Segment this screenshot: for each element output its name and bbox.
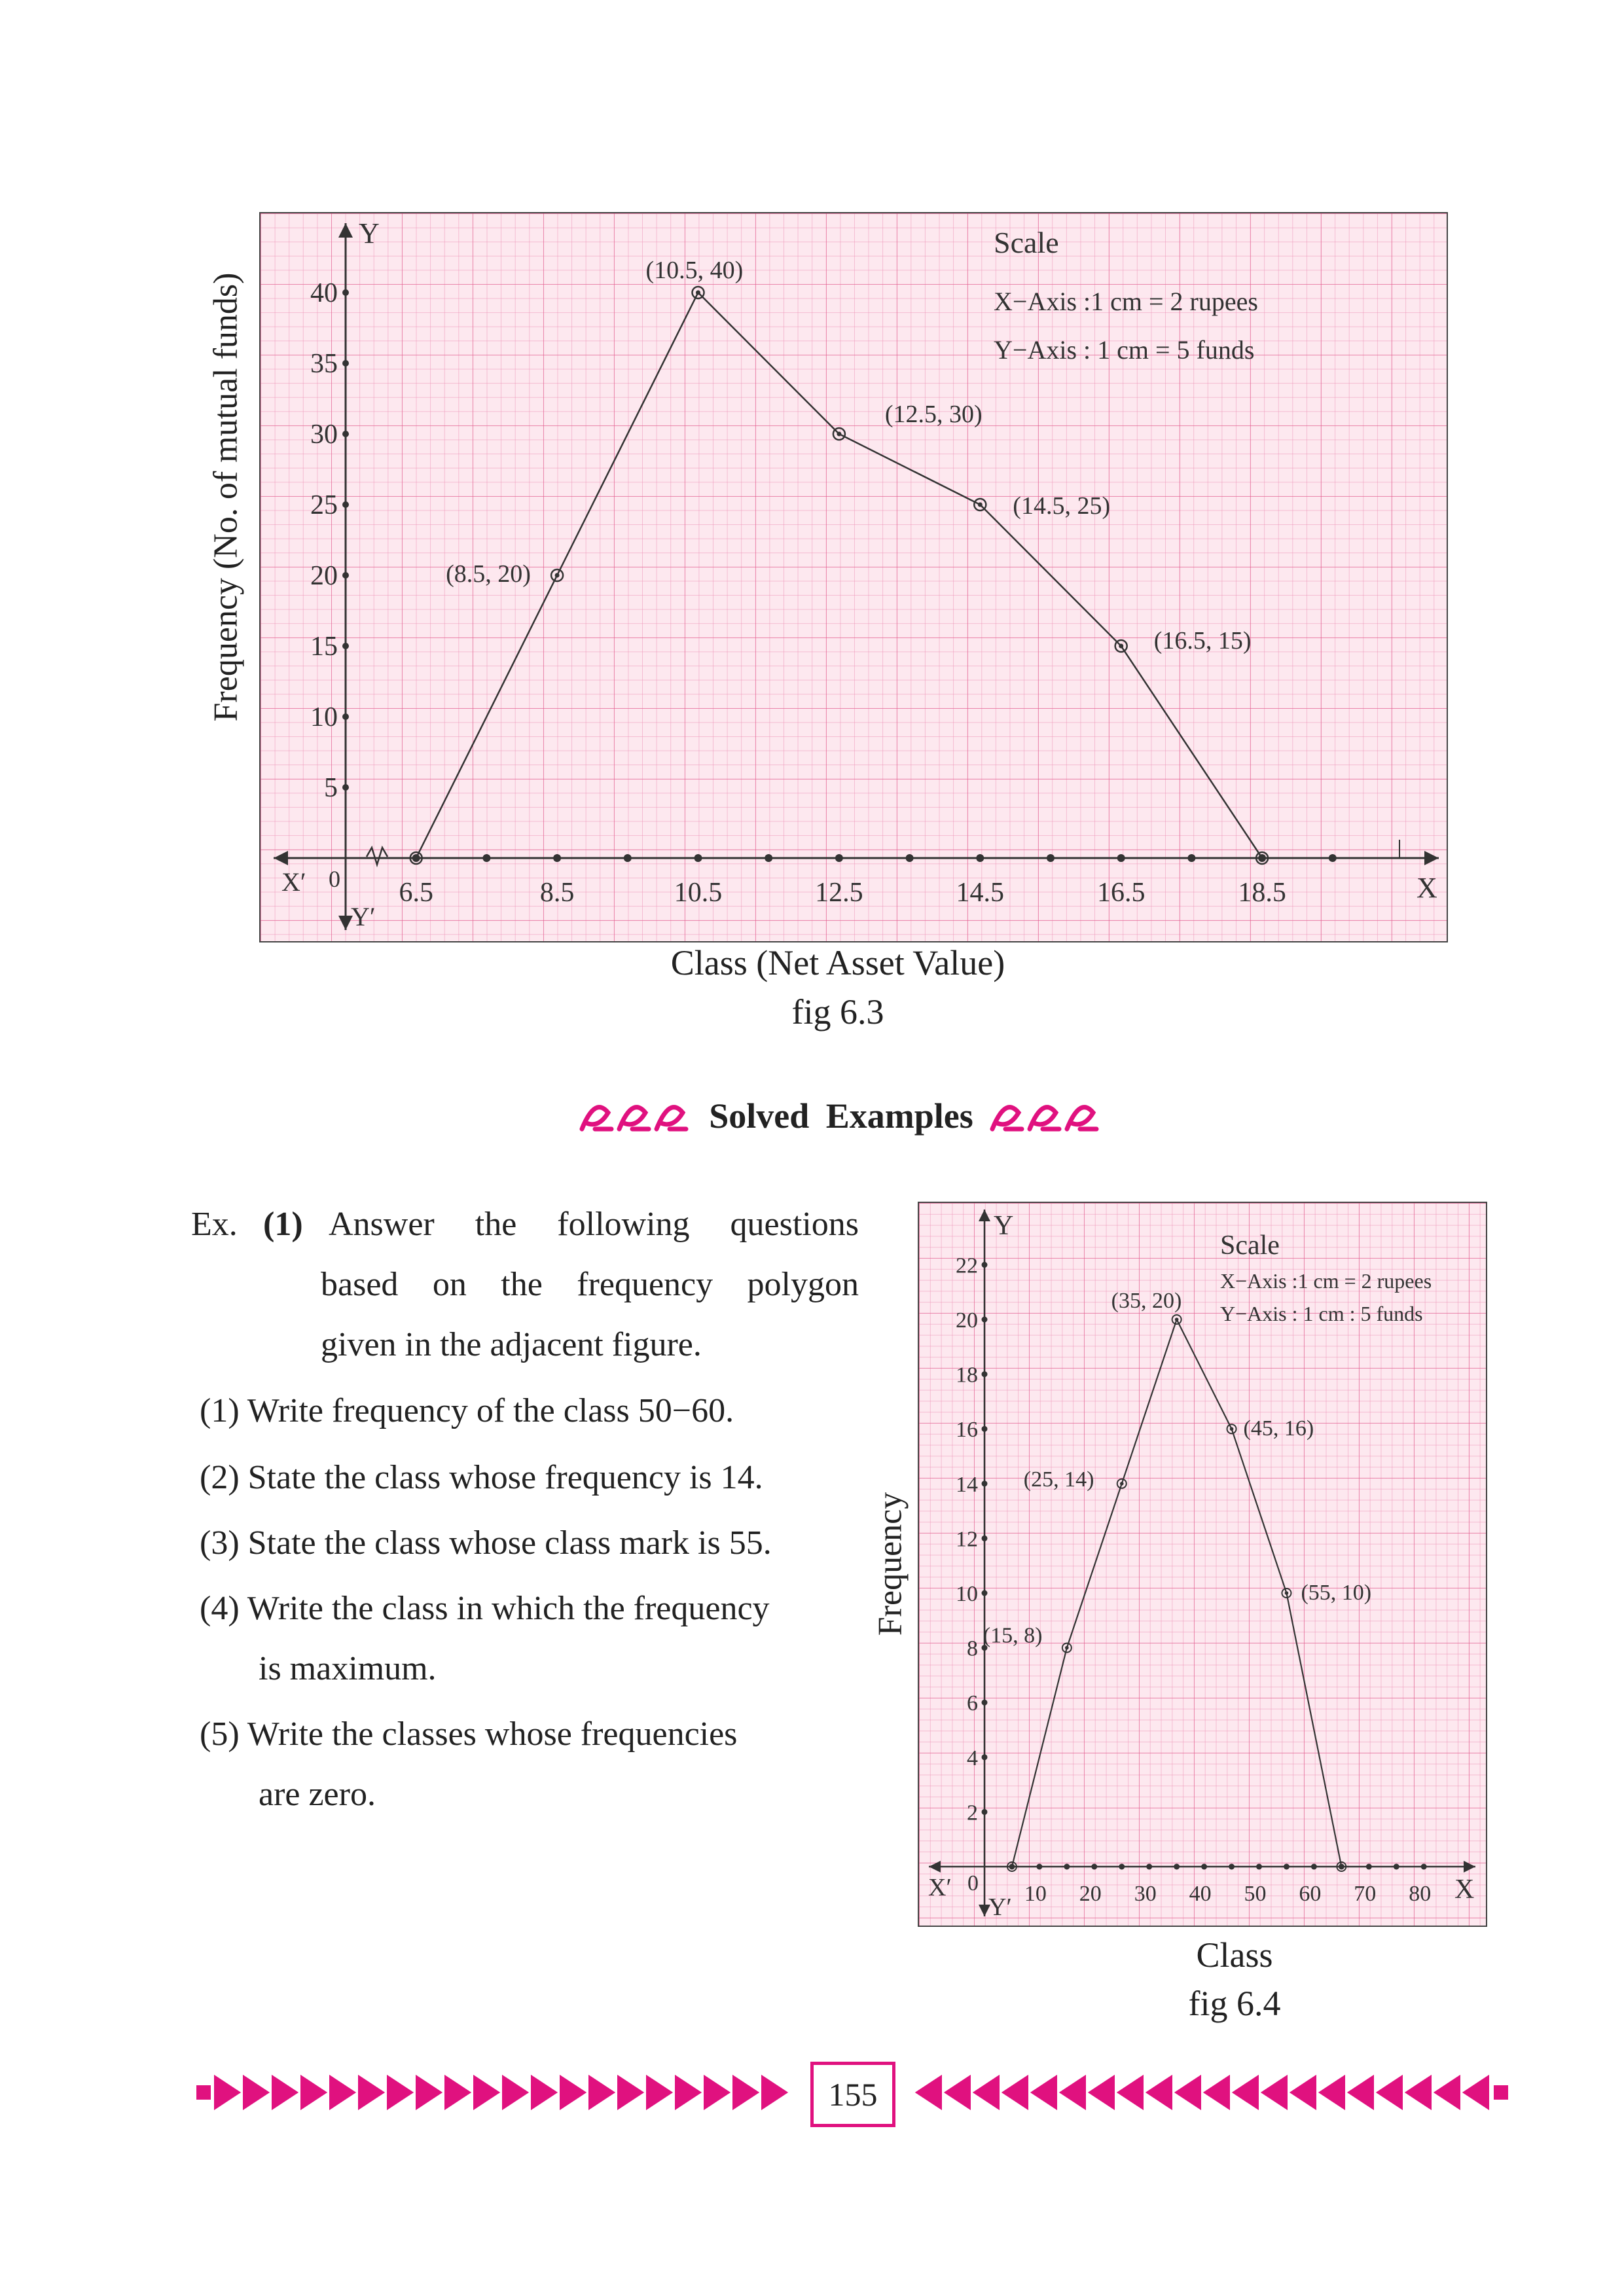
x-axis-arrow-icon xyxy=(1464,1861,1475,1873)
footer-arrow-left-icon xyxy=(1317,2073,1346,2111)
figure-6-3-caption-title: Class (Net Asset Value) xyxy=(670,943,1005,982)
footer-arrow-right-icon xyxy=(386,2073,415,2111)
data-point-center xyxy=(1230,1427,1234,1431)
x-axis-dot xyxy=(1036,1864,1042,1870)
example-intro-line-3: given in the adjacent figure. xyxy=(321,1326,702,1363)
x-tick-label: 14.5 xyxy=(956,878,1005,908)
scale-title: Scale xyxy=(1220,1230,1280,1261)
x-axis-name: X xyxy=(1416,872,1437,904)
x-tick-label: 80 xyxy=(1409,1882,1432,1906)
footer-arrow-left-icon xyxy=(1375,2073,1403,2111)
footer-arrow-right-icon xyxy=(300,2073,329,2111)
footer-arrow-right-icon xyxy=(357,2073,386,2111)
footer-arrow-right-icon xyxy=(732,2073,761,2111)
y-axis-dot xyxy=(982,1590,988,1596)
y-tick-label: 35 xyxy=(310,349,338,379)
scale-x-axis: X−Axis :1 cm = 2 rupees xyxy=(994,287,1258,316)
y-axis-dot xyxy=(342,289,349,296)
x-axis-dot xyxy=(1064,1864,1070,1870)
y-axis-dot xyxy=(342,360,349,367)
x-tick-label: 70 xyxy=(1354,1882,1377,1906)
question-4-line-1: (4) Write the class in which the frequency xyxy=(200,1590,770,1627)
x-axis-dot xyxy=(1256,1864,1262,1870)
footer-arrow-left-icon xyxy=(1461,2073,1490,2111)
figure-6-3-caption-fig: fig 6.3 xyxy=(791,992,884,1031)
y-axis-dot xyxy=(982,1480,988,1486)
data-point-center xyxy=(1119,644,1123,649)
x-axis-dot xyxy=(1174,1864,1180,1870)
x-tick-label: 50 xyxy=(1244,1882,1267,1906)
y-axis-dot xyxy=(982,1700,988,1706)
scale-x-axis: X−Axis :1 cm = 2 rupees xyxy=(1220,1269,1432,1293)
footer-arrow-right-icon xyxy=(444,2073,473,2111)
footer-arrow-left-icon xyxy=(1029,2073,1058,2111)
y-tick-label: 10 xyxy=(956,1582,978,1606)
data-point-label: (25, 14) xyxy=(1023,1467,1094,1492)
footer-arrow-left-icon xyxy=(1259,2073,1288,2111)
footer-arrow-left-icon xyxy=(1173,2073,1202,2111)
y-axis-dot xyxy=(342,784,349,791)
data-point-label: (45, 16) xyxy=(1243,1416,1314,1441)
data-point-label: (14.5, 25) xyxy=(1013,492,1111,520)
data-point-label: (8.5, 20) xyxy=(446,560,531,588)
footer-arrow-left-icon xyxy=(1432,2073,1461,2111)
data-point-center xyxy=(1285,1591,1289,1595)
x-axis-dot xyxy=(1047,854,1055,862)
y-tick-label: 20 xyxy=(956,1308,978,1333)
data-point-center xyxy=(1120,1482,1124,1486)
frequency-polygon-line xyxy=(1012,1319,1341,1867)
x-axis-dot xyxy=(1117,854,1125,862)
x-neg-axis-arrow-icon xyxy=(274,851,288,865)
x-axis-dot xyxy=(1201,1864,1207,1870)
x-axis-dot xyxy=(835,854,843,862)
footer-arrow-right-icon xyxy=(761,2073,789,2111)
data-point-label: (10.5, 40) xyxy=(645,257,744,284)
footer-arrow-left-icon xyxy=(914,2073,943,2111)
example-intro-line-1: Answer the following questions xyxy=(329,1206,859,1243)
question-5-line-1: (5) Write the classes whose frequencies xyxy=(200,1715,738,1753)
x-tick-label: 40 xyxy=(1189,1882,1212,1906)
question-3: (3) State the class whose class mark is 55. xyxy=(200,1524,772,1562)
data-point-center xyxy=(1065,1646,1069,1650)
y-tick-label: 8 xyxy=(967,1636,978,1661)
y-tick-label: 2 xyxy=(967,1801,978,1825)
origin-label: 0 xyxy=(329,866,340,892)
x-axis-dot xyxy=(1119,1864,1125,1870)
x-axis-dot xyxy=(976,854,984,862)
y-tick-label: 10 xyxy=(310,702,338,732)
y-axis-name: Y xyxy=(994,1211,1014,1241)
x-axis-dot xyxy=(482,854,490,862)
x-tick-label: 16.5 xyxy=(1096,878,1146,908)
example-heading xyxy=(191,1194,859,1255)
y-tick-label: 20 xyxy=(310,561,338,591)
footer-arrow-left-icon xyxy=(943,2073,971,2111)
y-tick-label: 22 xyxy=(956,1253,978,1278)
origin-label: 0 xyxy=(967,1871,979,1895)
x-axis-name: X xyxy=(1454,1874,1475,1905)
y-tick-label: 40 xyxy=(310,278,338,308)
x-axis-dot xyxy=(695,854,702,862)
footer-arrow-left-icon xyxy=(1202,2073,1231,2111)
data-point-label: (16.5, 15) xyxy=(1153,627,1252,655)
data-point-label: (15, 8) xyxy=(983,1623,1043,1648)
y-axis-dot xyxy=(342,572,349,579)
figure-6-4-graph xyxy=(918,1202,1487,1927)
footer-arrow-left-icon xyxy=(1087,2073,1115,2111)
footer-arrow-left-icon xyxy=(1058,2073,1087,2111)
footer-arrow-left-icon xyxy=(1115,2073,1144,2111)
x-axis-dot xyxy=(1366,1864,1372,1870)
x-neg-axis-name: X′ xyxy=(928,1874,952,1901)
data-point-center xyxy=(414,856,418,861)
y-axis-dot xyxy=(982,1317,988,1323)
x-tick-label: 60 xyxy=(1299,1882,1322,1906)
x-axis-dot xyxy=(1329,854,1337,862)
question-1: (1) Write frequency of the class 50−60. xyxy=(200,1392,734,1429)
y-neg-axis-name: Y′ xyxy=(988,1893,1012,1921)
x-tick-label: 30 xyxy=(1134,1882,1157,1906)
page-number: 155 xyxy=(810,2062,895,2127)
y-axis-dot xyxy=(982,1262,988,1268)
footer-arrow-right-icon xyxy=(329,2073,357,2111)
data-point-center xyxy=(1340,1865,1344,1869)
y-axis-dot xyxy=(342,713,349,720)
y-axis-dot xyxy=(982,1535,988,1541)
footer-arrow-right-icon xyxy=(415,2073,444,2111)
data-point-center xyxy=(1010,1865,1014,1869)
footer-arrow-left-icon xyxy=(1231,2073,1259,2111)
data-point-label: (12.5, 30) xyxy=(884,401,983,428)
y-tick-label: 25 xyxy=(310,490,338,520)
y-axis-dot xyxy=(342,431,349,437)
footer-arrow-left-icon xyxy=(1346,2073,1375,2111)
x-axis-dot xyxy=(906,854,914,862)
footer-arrow-right-icon xyxy=(271,2073,300,2111)
x-tick-label: 10.5 xyxy=(674,878,723,908)
footer-arrow-right-icon xyxy=(703,2073,732,2111)
x-tick-label: 8.5 xyxy=(539,878,575,908)
scale-y-axis: Y−Axis : 1 cm : 5 funds xyxy=(1220,1302,1423,1325)
figure-6-4-caption-title: Class xyxy=(1196,1935,1273,1975)
y-axis-dot xyxy=(342,643,349,649)
x-tick-label: 20 xyxy=(1079,1882,1102,1906)
figure-6-3-graph xyxy=(259,212,1448,942)
y-axis-name: Y xyxy=(359,217,380,249)
y-axis-dot xyxy=(982,1809,988,1815)
x-axis-dot xyxy=(1284,1864,1290,1870)
axis-break-icon xyxy=(367,848,388,865)
ornament-left-icon xyxy=(579,1093,693,1139)
footer-arrow-right-icon xyxy=(617,2073,645,2111)
footer-arrow-right-icon xyxy=(588,2073,617,2111)
footer-arrow-left-icon xyxy=(1144,2073,1173,2111)
data-point-center xyxy=(837,432,841,437)
y-tick-label: 15 xyxy=(310,632,338,662)
footer-arrow-left-icon xyxy=(971,2073,1000,2111)
example-intro-line-2: based on the frequency polygon xyxy=(321,1266,859,1303)
y-tick-label: 16 xyxy=(956,1418,978,1443)
x-axis-dot xyxy=(553,854,561,862)
data-point-center xyxy=(978,503,983,507)
y-axis-dot xyxy=(342,501,349,508)
figure-6-4-caption-fig: fig 6.4 xyxy=(1188,1984,1281,2023)
x-axis-dot xyxy=(1146,1864,1152,1870)
footer-arrow-right-icon xyxy=(213,2073,242,2111)
x-axis-dot xyxy=(1421,1864,1427,1870)
x-tick-label: 18.5 xyxy=(1238,878,1286,908)
scale-y-axis: Y−Axis : 1 cm = 5 funds xyxy=(994,335,1255,365)
footer-arrow-right-icon xyxy=(674,2073,703,2111)
data-point-label: (35, 20) xyxy=(1111,1289,1182,1313)
y-tick-label: 12 xyxy=(956,1527,978,1552)
question-2: (2) State the class whose frequency is 14. xyxy=(200,1459,763,1496)
y-tick-label: 14 xyxy=(956,1472,978,1497)
footer-arrow-right-icon xyxy=(242,2073,271,2111)
y-neg-axis-name: Y′ xyxy=(351,902,376,931)
y-tick-label: 30 xyxy=(310,420,338,450)
y-axis-dot xyxy=(982,1754,988,1760)
y-axis-dot xyxy=(982,1426,988,1432)
x-neg-axis-arrow-icon xyxy=(929,1861,941,1873)
y-tick-label: 18 xyxy=(956,1363,978,1388)
section-header xyxy=(547,1086,1136,1145)
x-axis-dot xyxy=(1311,1864,1317,1870)
x-axis-arrow-icon xyxy=(1424,851,1439,865)
chart-6-4 xyxy=(919,1203,1486,1926)
x-tick-label: 10 xyxy=(1024,1882,1047,1906)
footer-end-square-left-icon xyxy=(196,2085,211,2100)
section-title: Solved Examples xyxy=(709,1096,973,1136)
question-4-line-2: is maximum. xyxy=(259,1650,437,1687)
chart-6-3 xyxy=(261,213,1447,941)
question-5-line-2: are zero. xyxy=(259,1776,376,1813)
y-axis-arrow-icon xyxy=(338,223,353,238)
footer-arrow-left-icon xyxy=(1000,2073,1029,2111)
footer-arrow-left-icon xyxy=(1403,2073,1432,2111)
example-label: Ex. xyxy=(191,1206,238,1243)
data-point-center xyxy=(555,573,560,578)
y-tick-label: 6 xyxy=(967,1691,978,1716)
ornament-right-icon xyxy=(989,1093,1104,1139)
frequency-polygon-line xyxy=(416,293,1262,858)
x-axis-dot xyxy=(1229,1864,1235,1870)
scale-title: Scale xyxy=(994,226,1059,259)
y-tick-label: 5 xyxy=(324,773,338,803)
y-tick-label: 4 xyxy=(967,1746,978,1770)
data-point-label: (55, 10) xyxy=(1301,1581,1372,1605)
x-axis-dot xyxy=(624,854,632,862)
data-point-center xyxy=(696,291,700,295)
data-point-center xyxy=(1175,1318,1179,1321)
x-neg-axis-name: X′ xyxy=(281,867,306,897)
x-tick-label: 6.5 xyxy=(399,878,433,908)
footer-arrow-right-icon xyxy=(645,2073,674,2111)
footer-arrow-right-icon xyxy=(559,2073,588,2111)
footer-arrow-right-icon xyxy=(473,2073,501,2111)
footer-arrow-left-icon xyxy=(1288,2073,1317,2111)
footer-arrow-right-icon xyxy=(501,2073,530,2111)
y-axis-arrow-icon xyxy=(979,1210,990,1221)
example-index: (1) xyxy=(263,1206,303,1243)
x-tick-label: 12.5 xyxy=(815,878,863,908)
x-axis-dot xyxy=(765,854,772,862)
data-point-center xyxy=(1260,856,1265,861)
x-axis-dot xyxy=(1394,1864,1399,1870)
footer-end-square-right-icon xyxy=(1494,2085,1508,2100)
footer-arrow-right-icon xyxy=(530,2073,559,2111)
x-axis-dot xyxy=(1091,1864,1097,1870)
y-axis-dot xyxy=(982,1371,988,1377)
x-axis-dot xyxy=(1187,854,1195,862)
